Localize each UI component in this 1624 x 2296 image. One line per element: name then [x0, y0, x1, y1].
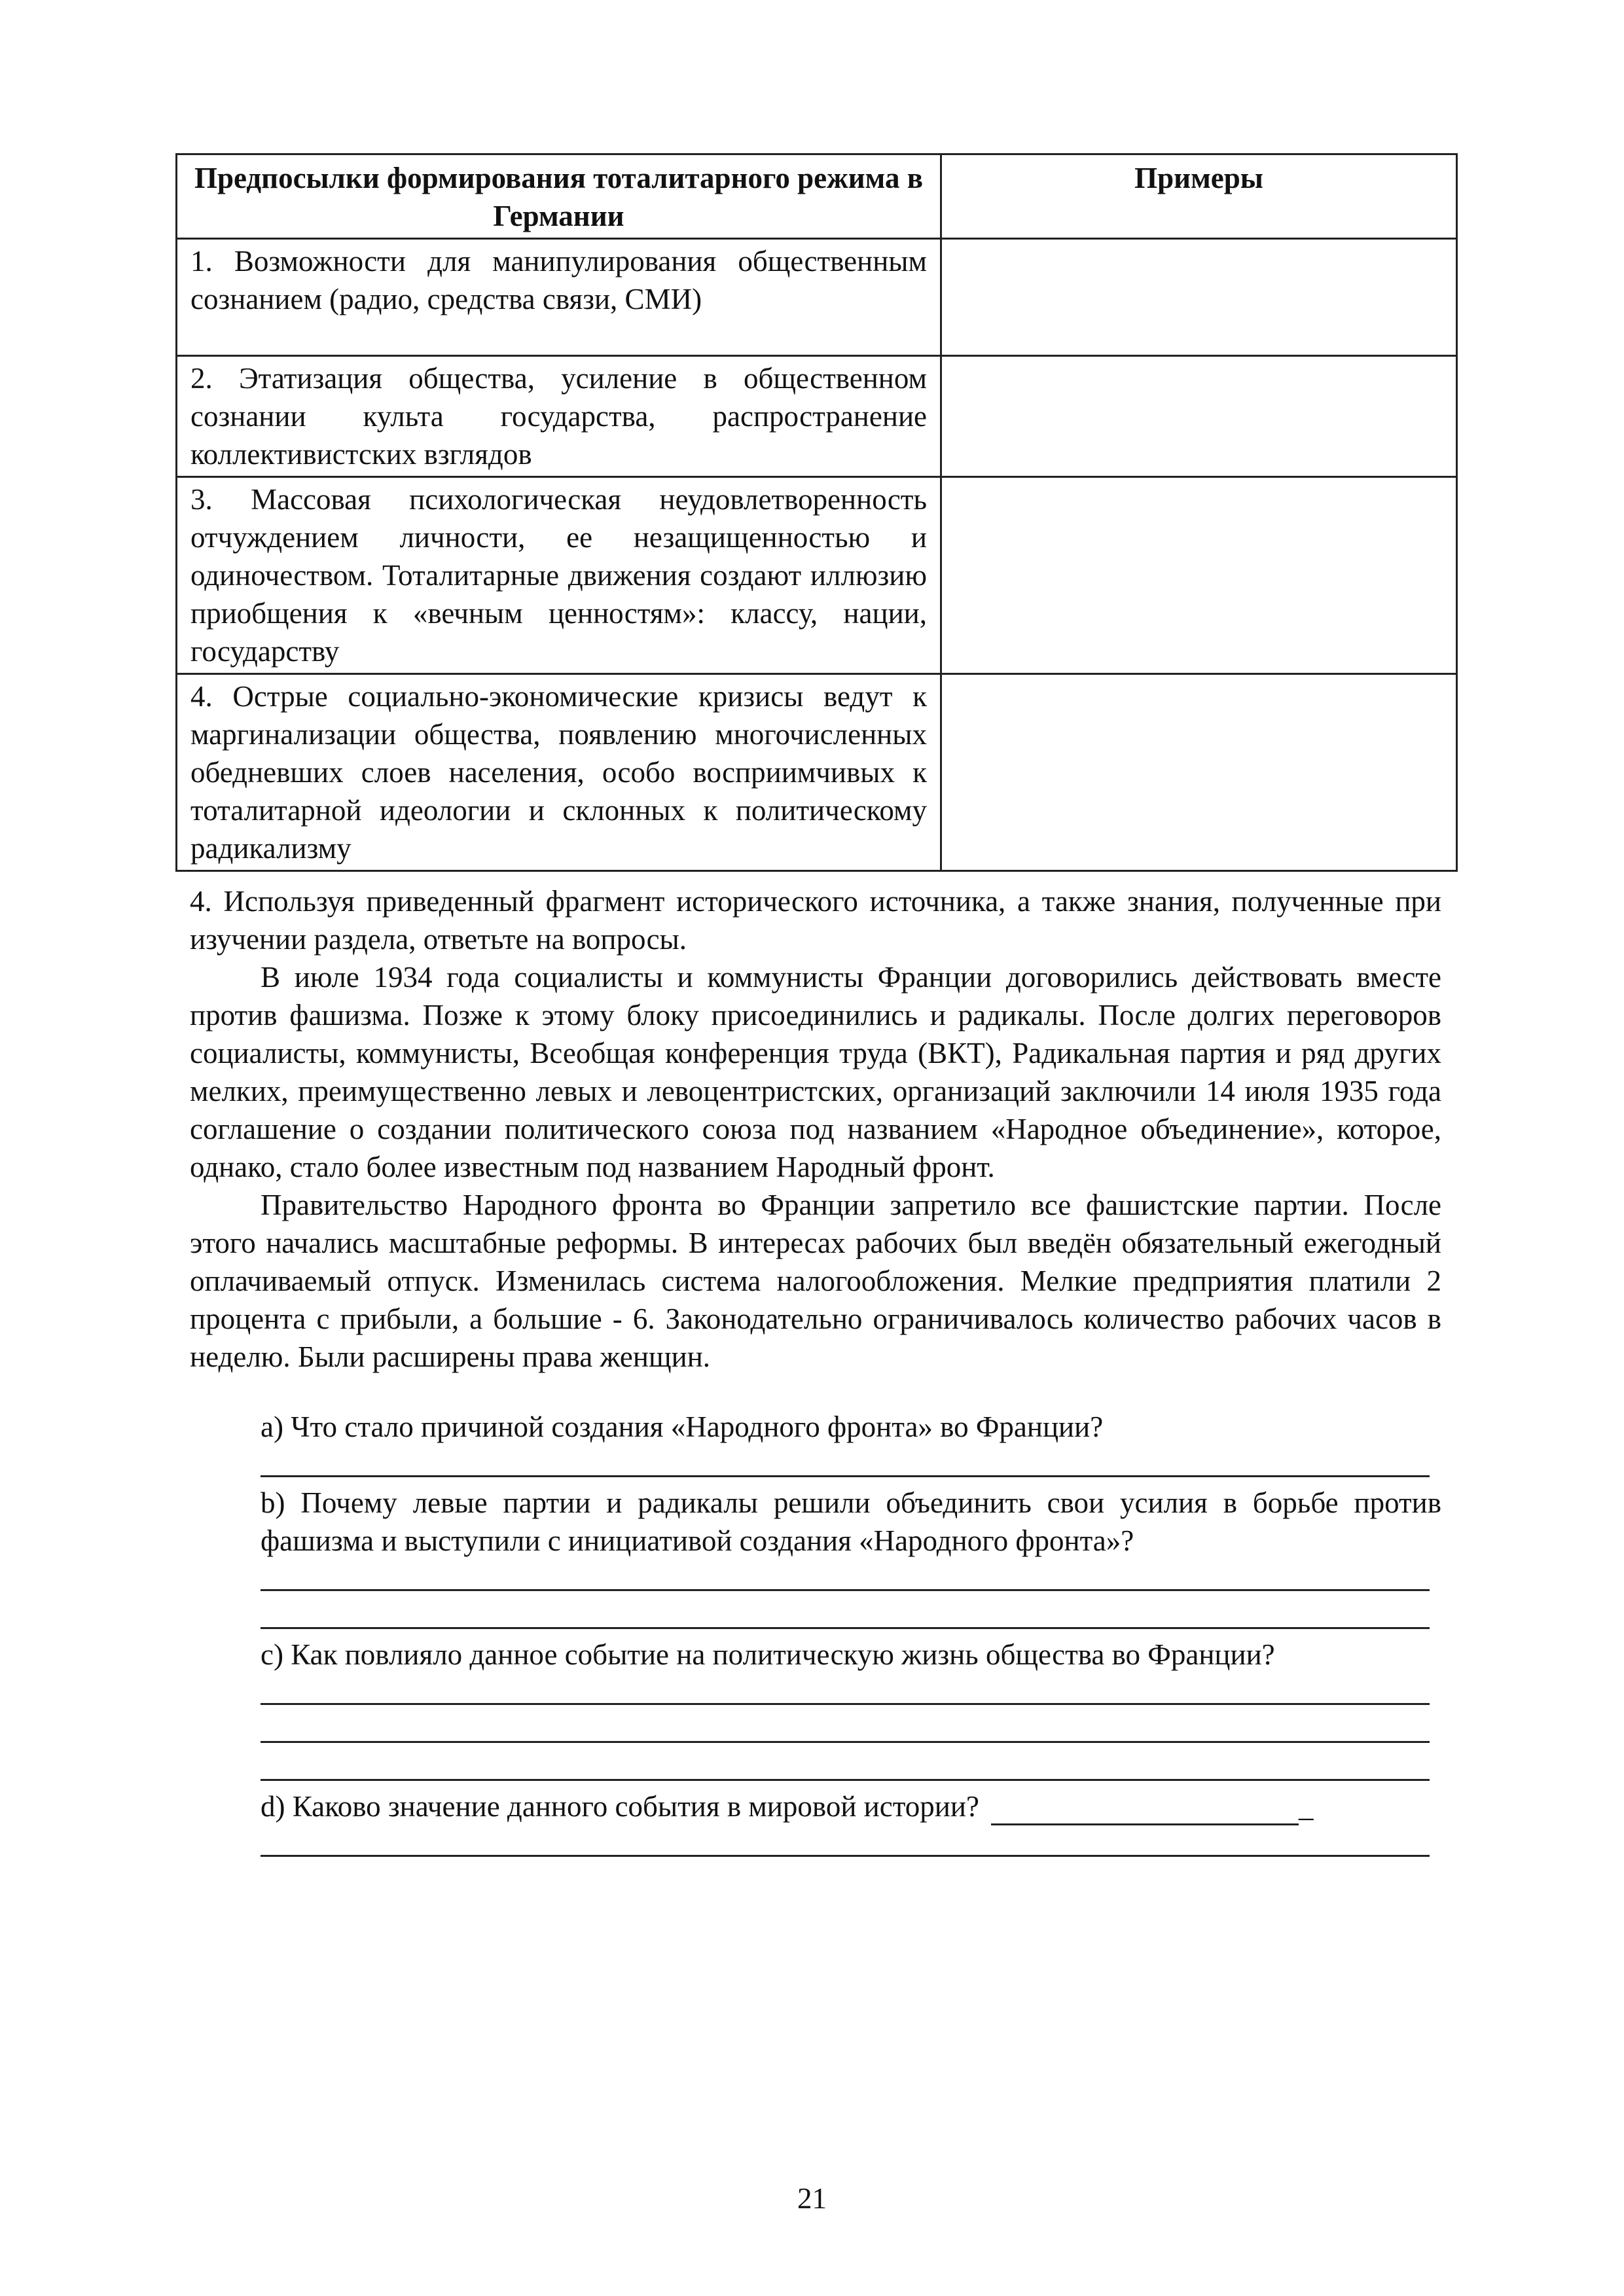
table-cell-example[interactable]	[941, 674, 1457, 871]
table-cell-condition: 1. Возможности для манипулирования общественным сознанием (радио, средства связи, СМИ)	[177, 239, 941, 356]
table-cell-condition: 4. Острые социально-экономические кризисы ведут к маргинализации общества, появлению многочисленных обедневших слоев населения, особо восприимчивых к тоталитарной идеологии и склонных к политическому радикализму	[177, 674, 941, 871]
answer-line[interactable]	[261, 1446, 1430, 1484]
page-number: 21	[797, 2182, 827, 2215]
answer-line[interactable]	[261, 1749, 1430, 1787]
source-paragraph-1: В июле 1934 года социалисты и коммунисты Франции договорились действовать вместе против фашизма. Позже к этому блоку присоединились и радикалы. После долгих переговоров социалисты, коммунисты, Всеобщая конференция труда (ВКТ), Радикальная партия и ряд других мелких, преимущественно левых и левоцентристских, организаций заключили 14 июля 1935 года соглашение о создании политического союза под названием «Народное объединение», которое, однако, стало более известным под названием Народный фронт.	[190, 961, 1441, 1183]
answer-line[interactable]	[261, 1560, 1430, 1598]
answer-line[interactable]	[261, 1825, 1430, 1863]
question-d: d) Каково значение данного события в мировой истории?	[261, 1790, 979, 1823]
task-4-text	[190, 882, 1441, 1376]
question-d-tail: _	[1298, 1790, 1314, 1823]
task-4-intro: 4. Используя приведенный фрагмент исторического источника, а также знания, полученные при изучении раздела, ответьте на вопросы.	[190, 885, 1441, 956]
table-header-examples: Примеры	[941, 154, 1457, 239]
answer-line[interactable]	[261, 1674, 1430, 1712]
questions-block	[261, 1408, 1441, 1863]
question-c: c) Как повлияло данное событие на политическую жизнь общества во Франции?	[261, 1638, 1275, 1671]
table-cell-example[interactable]	[941, 239, 1457, 356]
answer-line[interactable]	[261, 1712, 1430, 1749]
source-paragraph-2: Правительство Народного фронта во Франции запретило все фашистские партии. После этого начались масштабные реформы. В интересах рабочих был введён обязательный ежегодный оплачиваемый отпуск. Изменилась система налогообложения. Мелкие предприятия платили 2 процента с прибыли, а большие - 6. Законодательно ограничивалось количество рабочих часов в неделю. Были расширены права женщин.	[190, 1189, 1441, 1373]
answer-inline-blank[interactable]	[991, 1792, 1299, 1825]
table-row	[177, 477, 1457, 674]
question-d-row	[261, 1787, 1441, 1825]
answer-line[interactable]	[261, 1598, 1430, 1636]
table-row	[177, 356, 1457, 477]
question-a: a) Что стало причиной создания «Народного фронта» во Франции?	[261, 1410, 1104, 1443]
table-cell-example[interactable]	[941, 477, 1457, 674]
table-header-row	[177, 154, 1457, 239]
question-b: b) Почему левые партии и радикалы решили объединить свои усилия в борьбе против фашизма и выступили с инициативой создания «Народного фронта»?	[261, 1486, 1441, 1557]
table-header-preconditions: Предпосылки формирования тоталитарного режима в Германии	[177, 154, 941, 239]
table-row	[177, 674, 1457, 871]
table-row	[177, 239, 1457, 356]
preconditions-table	[175, 153, 1458, 872]
table-cell-condition: 3. Массовая психологическая неудовлетворенность отчуждением личности, ее незащищенностью и одиночеством. Тоталитарные движения создают иллюзию приобщения к «вечным ценностям»: классу, нации, государству	[177, 477, 941, 674]
table-cell-condition: 2. Этатизация общества, усиление в общественном сознании культа государства, распространение коллективистских взглядов	[177, 356, 941, 477]
table-cell-example[interactable]	[941, 356, 1457, 477]
